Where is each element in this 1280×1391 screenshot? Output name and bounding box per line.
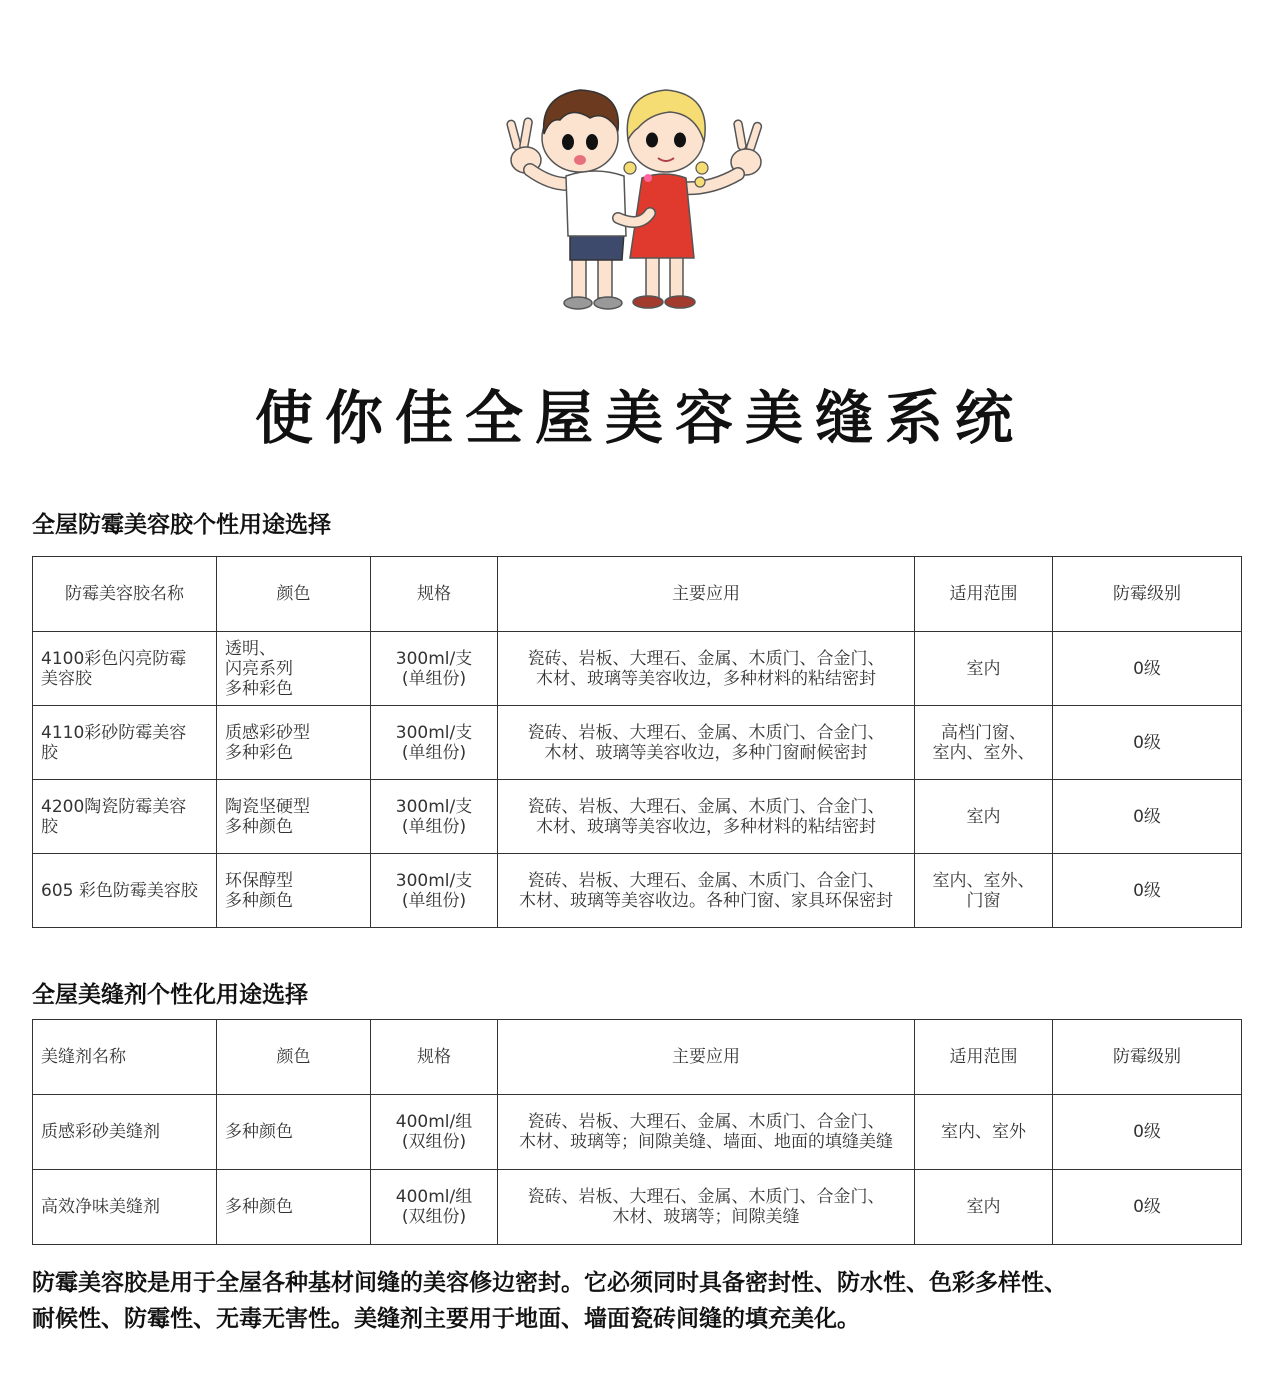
column-header: 防霉美容胶名称 [33, 557, 217, 632]
cell-grade: 0级 [1053, 632, 1242, 706]
cell-spec [371, 632, 498, 706]
cell-line: (双组份) [401, 1132, 467, 1152]
cell-line: 300ml/支 [395, 648, 473, 669]
cell-line: 室内 [966, 1197, 1001, 1217]
cell-line: 瓷砖、岩板、大理石、金属、木质门、合金门、 [527, 870, 885, 891]
cell-grade: 0级 [1053, 706, 1242, 780]
cell-line: 瓷砖、岩板、大理石、金属、木质门、合金门、 [527, 722, 885, 743]
summary-line: 防霉美容胶是用于全屋各种基材间缝的美容修边密封。它必须同时具备密封性、防水性、色彩多样性、 [32, 1270, 1067, 1296]
cell-line: 瓷砖、岩板、大理石、金属、木质门、合金门、 [527, 796, 885, 817]
cell-name [33, 854, 217, 928]
table-row [33, 1170, 1242, 1245]
cell-grade: 0级 [1053, 1170, 1242, 1245]
cell-name [33, 632, 217, 706]
cell-scope [915, 1095, 1053, 1170]
cell-line: 高档门窗、 [941, 722, 1026, 743]
cell-line: 4100彩色闪亮防霉 [41, 648, 187, 669]
cell-line: 4110彩砂防霉美容 [41, 722, 187, 743]
mascot-illustration [500, 78, 780, 318]
page-title: 使你佳全屋美容美缝系统 [254, 384, 1025, 452]
cell-line: 木材、玻璃等；间隙美缝 [612, 1207, 800, 1227]
cell-color [217, 706, 371, 780]
cell-name [33, 780, 217, 854]
cell-line: 质感彩砂型 [225, 722, 310, 743]
mildew-sealant-section-title: 全屋防霉美容胶个性用途选择 [32, 512, 331, 538]
cell-line: (单组份) [401, 668, 467, 689]
column-header: 美缝剂名称 [33, 1020, 217, 1095]
cell-line: 400ml/组 [395, 1112, 473, 1132]
cell-line: 闪亮系列 [225, 658, 293, 679]
grout-section-title: 全屋美缝剂个性化用途选择 [32, 982, 308, 1008]
column-header: 规格 [371, 557, 498, 632]
cell-line: 室内 [966, 658, 1001, 679]
column-header: 防霉级别 [1053, 1020, 1242, 1095]
table-header-row [33, 1020, 1242, 1095]
cell-color [217, 780, 371, 854]
column-header: 颜色 [217, 557, 371, 632]
summary-paragraph [32, 1265, 1247, 1337]
girl-figure [618, 90, 708, 308]
cell-line: 木材、玻璃等美容收边，多种门窗耐候密封 [544, 742, 868, 763]
mildew-sealant-table [32, 556, 1242, 928]
cell-line: 室内、室外 [941, 1122, 1026, 1142]
column-header: 适用范围 [915, 1020, 1053, 1095]
cell-color [217, 854, 371, 928]
boy-peace-hand-icon [506, 118, 541, 173]
cell-line: 多种彩色 [225, 678, 293, 699]
cell-application [498, 1170, 915, 1245]
cell-spec [371, 706, 498, 780]
cell-color [217, 1095, 371, 1170]
cell-line: 胶 [41, 816, 58, 837]
cell-line: 美容胶 [41, 668, 92, 689]
cell-application [498, 706, 915, 780]
summary-line: 耐候性、防霉性、无毒无害性。美缝剂主要用于地面、墙面瓷砖间缝的填充美化。 [32, 1306, 860, 1332]
cell-application [498, 632, 915, 706]
cell-line: 多种颜色 [225, 816, 293, 837]
cell-line: 木材、玻璃等美容收边，多种材料的粘结密封 [536, 816, 876, 837]
cell-scope [915, 854, 1053, 928]
cell-line: 瓷砖、岩板、大理石、金属、木质门、合金门、 [527, 1112, 885, 1132]
cell-line: (单组份) [401, 890, 467, 911]
cell-line: (单组份) [401, 742, 467, 763]
cell-spec [371, 1170, 498, 1245]
cell-scope [915, 632, 1053, 706]
boy-figure [542, 90, 626, 309]
cell-line: 透明、 [225, 638, 276, 659]
cell-line: 4200陶瓷防霉美容 [41, 796, 187, 817]
cell-line: 陶瓷坚硬型 [225, 796, 310, 817]
column-header: 规格 [371, 1020, 498, 1095]
cell-spec [371, 780, 498, 854]
cell-name [33, 1095, 217, 1170]
cell-line: 300ml/支 [395, 796, 473, 817]
grout-table [32, 1019, 1242, 1245]
cell-line: 木材、玻璃等美容收边，多种材料的粘结密封 [536, 668, 876, 689]
cell-line: 瓷砖、岩板、大理石、金属、木质门、合金门、 [527, 648, 885, 669]
table-row [33, 706, 1242, 780]
cell-line: 木材、玻璃等；间隙美缝、墙面、地面的填缝美缝 [519, 1132, 893, 1152]
cell-line: 多种颜色 [225, 1197, 293, 1217]
girl-peace-hand-icon [731, 120, 762, 175]
cell-line: 室内、室外、 [932, 742, 1035, 763]
cell-spec [371, 854, 498, 928]
cell-line: 300ml/支 [395, 870, 473, 891]
cell-line: 门窗 [966, 890, 1001, 911]
cell-application [498, 1095, 915, 1170]
cell-grade: 0级 [1053, 1095, 1242, 1170]
cell-line: 400ml/组 [395, 1187, 473, 1207]
cell-line: (双组份) [401, 1207, 467, 1227]
cell-scope [915, 1170, 1053, 1245]
column-header: 主要应用 [498, 557, 915, 632]
cell-line: 室内、室外、 [932, 870, 1035, 891]
cell-scope [915, 780, 1053, 854]
cell-line: 瓷砖、岩板、大理石、金属、木质门、合金门、 [527, 1187, 885, 1207]
column-header: 颜色 [217, 1020, 371, 1095]
cell-line: 605 彩色防霉美容胶 [41, 880, 198, 901]
cell-scope [915, 706, 1053, 780]
cell-application [498, 854, 915, 928]
cell-line: 环保醇型 [225, 870, 293, 891]
cell-line: 室内 [966, 806, 1001, 827]
cell-line: 胶 [41, 742, 58, 763]
cell-line: 质感彩砂美缝剂 [41, 1122, 160, 1142]
column-header: 防霉级别 [1053, 557, 1242, 632]
table-row [33, 854, 1242, 928]
cell-color [217, 1170, 371, 1245]
cell-spec [371, 1095, 498, 1170]
cell-name [33, 1170, 217, 1245]
cell-line: 多种颜色 [225, 1122, 293, 1142]
cell-name [33, 706, 217, 780]
cell-line: (单组份) [401, 816, 467, 837]
cell-line: 高效净味美缝剂 [41, 1197, 160, 1217]
cell-line: 木材、玻璃等美容收边。各种门窗、家具环保密封 [519, 890, 893, 911]
cell-color [217, 632, 371, 706]
column-header: 适用范围 [915, 557, 1053, 632]
cell-application [498, 780, 915, 854]
table-row [33, 1095, 1242, 1170]
table-header-row [33, 557, 1242, 632]
cell-line: 多种颜色 [225, 890, 293, 911]
table-row [33, 632, 1242, 706]
cell-line: 300ml/支 [395, 722, 473, 743]
cell-grade: 0级 [1053, 854, 1242, 928]
cell-line: 多种彩色 [225, 742, 293, 763]
cell-grade: 0级 [1053, 780, 1242, 854]
table-row [33, 780, 1242, 854]
column-header: 主要应用 [498, 1020, 915, 1095]
